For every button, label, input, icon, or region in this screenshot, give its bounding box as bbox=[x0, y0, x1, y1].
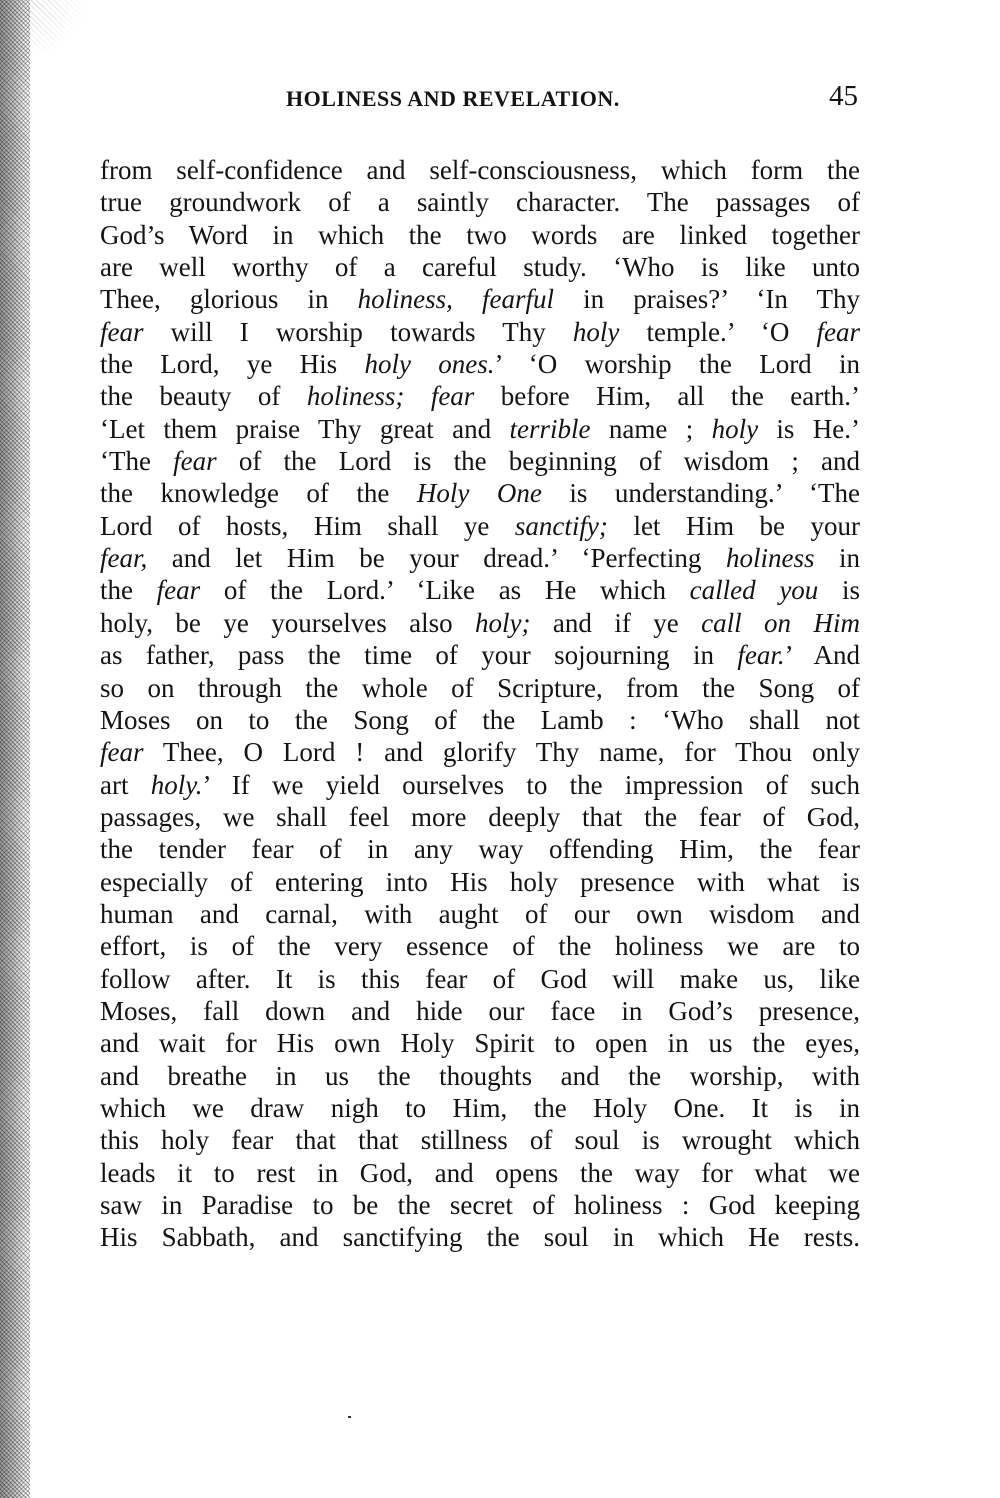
italic-text: fear bbox=[816, 316, 860, 347]
text-run: of the Lord.’ ‘Like as He which bbox=[200, 575, 690, 606]
text-run: holy, be ye yourselves also bbox=[100, 607, 476, 638]
text-line bbox=[100, 251, 860, 283]
text-line bbox=[100, 510, 860, 542]
text-run: is He.’ bbox=[758, 413, 861, 444]
text-run: which we draw nigh to Him, the Holy One. It is in bbox=[100, 1092, 860, 1123]
text-line bbox=[100, 413, 860, 445]
italic-text: called you bbox=[689, 575, 819, 606]
text-run: and let Him be your dread.’ ‘Perfecting bbox=[147, 543, 726, 574]
text-run: the knowledge of the bbox=[100, 478, 417, 509]
book-gutter-shadow bbox=[0, 0, 30, 1498]
italic-text: holy ones. bbox=[364, 349, 495, 380]
italic-text: holiness, bbox=[357, 284, 453, 315]
text-line bbox=[100, 1157, 860, 1189]
text-line bbox=[100, 1060, 860, 1092]
text-run: as father, pass the time of your sojourning in bbox=[100, 640, 738, 671]
italic-text: fear bbox=[100, 737, 144, 768]
print-speck bbox=[348, 1416, 351, 1418]
text-run: Thee, glorious in bbox=[100, 284, 358, 315]
italic-text: holy; bbox=[475, 607, 531, 638]
text-run: ’ ‘O worship the Lord in bbox=[494, 349, 860, 380]
text-line bbox=[100, 1092, 860, 1124]
text-line bbox=[100, 542, 860, 574]
italic-text: fearful bbox=[482, 284, 555, 315]
text-run: this holy fear that that stillness of soul is wrought which bbox=[100, 1125, 860, 1156]
text-run: and if ye bbox=[530, 607, 702, 638]
text-run: in praises?’ ‘In Thy bbox=[554, 284, 861, 315]
text-line bbox=[100, 283, 860, 315]
text-line bbox=[100, 801, 860, 833]
text-run: leads it to rest in God, and opens the way for what we bbox=[100, 1157, 860, 1188]
text-run: Thee, O Lord ! and glorify Thy name, for Thou only bbox=[143, 737, 860, 768]
text-run: is bbox=[818, 575, 860, 606]
text-line bbox=[100, 704, 860, 736]
text-line bbox=[100, 672, 860, 704]
text-line bbox=[100, 1189, 860, 1221]
text-run: temple.’ ‘O bbox=[619, 316, 817, 347]
text-line bbox=[100, 1124, 860, 1156]
gutter-speckle bbox=[28, 0, 88, 60]
text-run: Moses, fall down and hide our face in God’s presence, bbox=[100, 995, 860, 1026]
text-run: the Lord, ye His bbox=[100, 349, 365, 380]
italic-text: fear bbox=[173, 446, 217, 477]
text-run: ’ And bbox=[784, 640, 860, 671]
italic-text: fear. bbox=[737, 640, 785, 671]
italic-text: holy bbox=[572, 316, 620, 347]
text-run: effort, is of the very essence of the holiness we are to bbox=[100, 931, 860, 962]
text-run: especially of entering into His holy presence with what is bbox=[100, 866, 860, 897]
text-run: Moses on to the Song of the Lamb : ‘Who shall not bbox=[100, 704, 860, 735]
text-line bbox=[100, 833, 860, 865]
text-run: name ; bbox=[590, 413, 712, 444]
text-run: from self-confidence and self-consciousness, which form the bbox=[100, 155, 860, 185]
italic-text: holy bbox=[711, 413, 759, 444]
text-line bbox=[100, 477, 860, 509]
text-run: let Him be your bbox=[607, 510, 860, 541]
text-line bbox=[100, 154, 860, 186]
text-run: so on through the whole of Scripture, from the Song of bbox=[100, 672, 860, 703]
text-run: the bbox=[100, 575, 157, 606]
text-line bbox=[100, 995, 860, 1027]
text-run: ‘Let them praise Thy great and bbox=[100, 413, 510, 444]
text-run: His Sabbath, and sanctifying the soul in which He rests. bbox=[100, 1222, 860, 1253]
text-line bbox=[100, 219, 860, 251]
text-line bbox=[100, 574, 860, 606]
text-run: will I worship towards Thy bbox=[143, 316, 573, 347]
italic-text: Holy One bbox=[416, 478, 542, 509]
text-run: art bbox=[100, 769, 151, 800]
text-line bbox=[100, 769, 860, 801]
text-line bbox=[100, 607, 860, 639]
running-header bbox=[100, 80, 860, 116]
text-line bbox=[100, 186, 860, 218]
text-run: before Him, all the earth.’ bbox=[474, 381, 860, 412]
text-line bbox=[100, 898, 860, 930]
text-line bbox=[100, 445, 860, 477]
italic-text: terrible bbox=[509, 413, 591, 444]
text-run: Lord of hosts, Him shall ye bbox=[100, 510, 515, 541]
text-line bbox=[100, 348, 860, 380]
text-line bbox=[100, 639, 860, 671]
text-run: are well worthy of a careful study. ‘Who is like unto bbox=[100, 252, 860, 283]
text-line bbox=[100, 930, 860, 962]
text-run: the beauty of bbox=[100, 381, 307, 412]
text-run: follow after. It is this fear of God will make us, like bbox=[100, 963, 860, 994]
text-line bbox=[100, 1027, 860, 1059]
text-run: passages, we shall feel more deeply that the fear of God, bbox=[100, 801, 860, 832]
italic-text: fear bbox=[100, 316, 144, 347]
text-run: human and carnal, with aught of our own wisdom and bbox=[100, 898, 860, 929]
italic-text: sanctify; bbox=[514, 510, 608, 541]
body-text bbox=[100, 154, 860, 1254]
text-line bbox=[100, 1221, 860, 1253]
text-run: saw in Paradise to be the secret of holiness : God keeping bbox=[100, 1190, 860, 1220]
text-run: true groundwork of a saintly character. The passages of bbox=[100, 187, 860, 218]
italic-text: call on Him bbox=[701, 607, 860, 638]
text-line bbox=[100, 316, 860, 348]
page-number: 45 bbox=[829, 80, 858, 112]
italic-text: holiness; bbox=[306, 381, 405, 412]
text-run: in bbox=[814, 543, 860, 574]
italic-text: holy. bbox=[150, 769, 203, 800]
text-run bbox=[404, 381, 430, 411]
running-title: HOLINESS AND REVELATION. bbox=[286, 86, 620, 111]
text-line bbox=[100, 963, 860, 995]
text-run: ‘The bbox=[100, 446, 174, 477]
italic-text: holiness bbox=[725, 543, 815, 574]
text-run: of the Lord is the beginning of wisdom ; and bbox=[216, 446, 861, 477]
text-run: ’ If we yield ourselves to the impression of such bbox=[202, 769, 860, 800]
text-line bbox=[100, 866, 860, 898]
text-run: is understanding.’ ‘The bbox=[541, 478, 861, 509]
text-run: and wait for His own Holy Spirit to open in us the eyes, bbox=[100, 1028, 860, 1059]
italic-text: fear, bbox=[100, 543, 148, 574]
text-line bbox=[100, 380, 860, 412]
italic-text: fear bbox=[156, 575, 201, 606]
text-run bbox=[453, 284, 482, 314]
text-run: the tender fear of in any way offending Him, the fear bbox=[100, 834, 860, 865]
text-line bbox=[100, 736, 860, 768]
text-run: God’s Word in which the two words are linked together bbox=[100, 219, 860, 250]
text-run: and breathe in us the thoughts and the worship, with bbox=[100, 1060, 860, 1091]
italic-text: fear bbox=[430, 381, 475, 412]
